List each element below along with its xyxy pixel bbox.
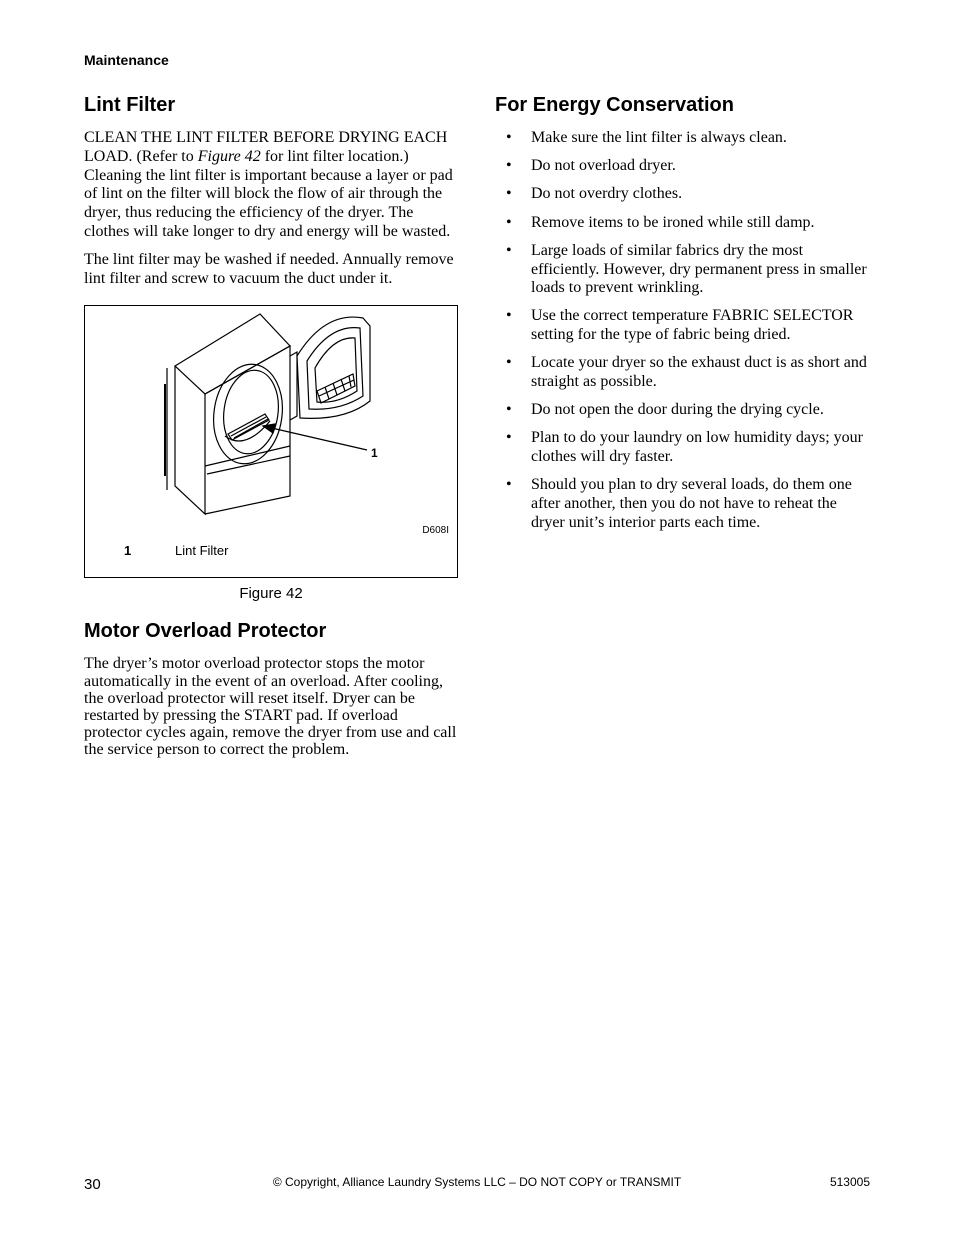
motor-overload-paragraph: The dryer’s motor overload protector stops the motor automatically in the event of an overload. After cooling, the overload protector will reset itself. Dryer can be restarted by pressing the START pad. If overload protector cycles again, remove the dryer from use and call the service person to correct the problem. [84, 655, 457, 759]
lint-filter-paragraph-2: The lint filter may be washed if needed. Annually remove lint filter and screw to vacuum the duct under it. [84, 250, 454, 287]
figure-reference: Figure 42 [197, 147, 261, 165]
lint-filter-p1-start: CLEAN THE LINT FILTER BEFORE DRYING EACH LOAD. (Refer to [84, 129, 448, 165]
list-item-text: Remove items to be ironed while still damp. [531, 213, 815, 231]
bullet-icon: • [506, 307, 512, 325]
list-item-text: Plan to do your laundry on low humidity days; your clothes will dry faster. [531, 429, 863, 466]
right-column [495, 92, 870, 542]
figure-42-box [84, 305, 458, 578]
lint-filter-heading: Lint Filter [84, 94, 176, 116]
list-item [495, 129, 870, 148]
bullet-icon: • [506, 354, 512, 372]
energy-tips-list [495, 129, 870, 532]
list-item [495, 354, 870, 391]
list-item-text: Use the correct temperature FABRIC SELECTOR setting for the type of fabric being dried. [531, 307, 854, 344]
section-header: Maintenance [84, 52, 169, 68]
document-number: 513005 [829, 1175, 870, 1189]
list-item [495, 214, 870, 233]
bullet-icon: • [506, 185, 512, 203]
legend-number: 1 [124, 543, 132, 559]
callout-number: 1 [371, 446, 378, 461]
lint-filter-p1-end: for lint filter location.) Cleaning the lint filter is important because a layer or pad of lint on the filter will block the flow of air through the dryer, thus reducing the efficiency of the dryer. The clothes will take longer to dry and energy will be wasted. [84, 147, 453, 240]
list-item [495, 476, 870, 532]
copyright-notice: © Copyright, Alliance Laundry Systems LLC – DO NOT COPY or TRANSMIT [272, 1175, 682, 1189]
lint-filter-paragraph-1 [84, 129, 458, 242]
bullet-icon: • [506, 241, 512, 259]
figure-caption: Figure 42 [239, 585, 303, 603]
list-item-text: Locate your dryer so the exhaust duct is as short and straight as possible. [531, 354, 867, 391]
motor-overload-heading: Motor Overload Protector [84, 620, 327, 643]
list-item [495, 185, 870, 204]
legend-text: Lint Filter [175, 543, 229, 559]
page-number: 30 [84, 1176, 101, 1193]
left-column [84, 92, 458, 768]
bullet-icon: • [506, 429, 512, 447]
list-item [495, 401, 870, 420]
figure-code: D608I [422, 525, 449, 537]
page-footer [84, 1174, 870, 1194]
list-item [495, 307, 870, 344]
dryer-illustration [85, 306, 457, 577]
bullet-icon: • [506, 476, 512, 494]
list-item-text: Do not overdry clothes. [531, 185, 683, 203]
energy-conservation-heading: For Energy Conservation [495, 94, 734, 116]
list-item-text: Make sure the lint filter is always clean. [531, 129, 787, 146]
bullet-icon: • [506, 401, 512, 419]
list-item [495, 157, 870, 176]
bullet-icon: • [506, 129, 512, 146]
list-item-text: Should you plan to dry several loads, do them one after another, then you do not have to reheat the dryer unit’s interior parts each time. [531, 476, 852, 531]
bullet-icon: • [506, 157, 512, 175]
list-item-text: Large loads of similar fabrics dry the most efficiently. However, dry permanent press in smaller loads to prevent wrinkling. [531, 241, 867, 297]
list-item [495, 242, 870, 298]
bullet-icon: • [506, 213, 512, 231]
list-item [495, 429, 870, 466]
list-item-text: Do not overload dryer. [531, 157, 676, 175]
list-item-text: Do not open the door during the drying cycle. [531, 401, 824, 419]
